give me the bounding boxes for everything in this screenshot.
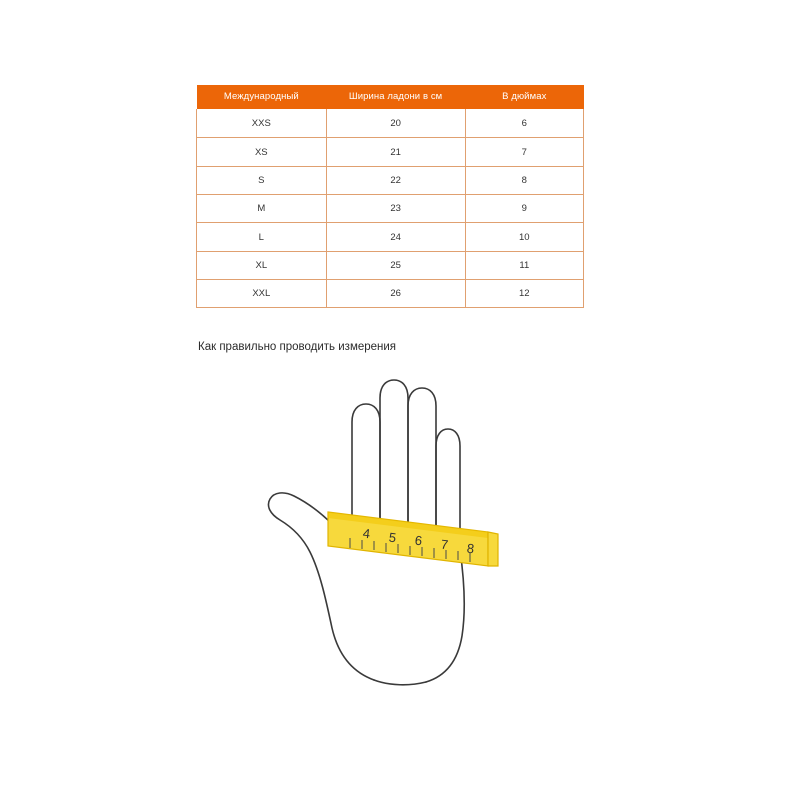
measurement-instructions-caption: Как правильно проводить измерения	[198, 341, 397, 353]
table-header-row	[197, 85, 584, 109]
cell-size-xxl: XXL	[197, 280, 327, 308]
cell-size-s: S	[197, 167, 327, 195]
cell-size-xl: XL	[197, 252, 327, 280]
cell-cm-l: 24	[326, 223, 465, 252]
cell-cm-s: 22	[326, 167, 465, 195]
table-header	[197, 85, 584, 109]
cell-in-xl: 11	[465, 252, 583, 280]
cell-size-xs: XS	[197, 138, 327, 167]
cell-size-l: L	[197, 223, 327, 252]
cell-cm-m: 23	[326, 195, 465, 223]
column-header-inches: В дюймах	[465, 85, 583, 109]
column-header-international: Международный	[197, 85, 327, 109]
cell-cm-xxs: 20	[326, 109, 465, 138]
tape-number-6: 6	[414, 532, 424, 549]
table-row	[197, 109, 584, 138]
table-row	[197, 280, 584, 308]
measuring-tape-icon	[328, 512, 498, 566]
cell-in-m: 9	[465, 195, 583, 223]
column-header-palm-width-cm: Ширина ладони в см	[326, 85, 465, 109]
cell-in-l: 10	[465, 223, 583, 252]
size-chart-table	[196, 85, 584, 308]
cell-in-xxl: 12	[465, 280, 583, 308]
table-row	[197, 195, 584, 223]
table-row	[197, 167, 584, 195]
cell-size-m: M	[197, 195, 327, 223]
cell-size-xxs: XXS	[197, 109, 327, 138]
cell-in-xxs: 6	[465, 109, 583, 138]
cell-in-xs: 7	[465, 138, 583, 167]
table-row	[197, 138, 584, 167]
hand-measurement-illustration	[240, 360, 580, 710]
tape-number-7: 7	[440, 536, 450, 553]
cell-in-s: 8	[465, 167, 583, 195]
tape-number-5: 5	[388, 529, 398, 546]
cell-cm-xs: 21	[326, 138, 465, 167]
table-row	[197, 252, 584, 280]
tape-number-8: 8	[466, 540, 476, 557]
tape-number-4: 4	[362, 525, 372, 542]
cell-cm-xxl: 26	[326, 280, 465, 308]
table-row	[197, 223, 584, 252]
cell-cm-xl: 25	[326, 252, 465, 280]
table-body	[197, 109, 584, 308]
